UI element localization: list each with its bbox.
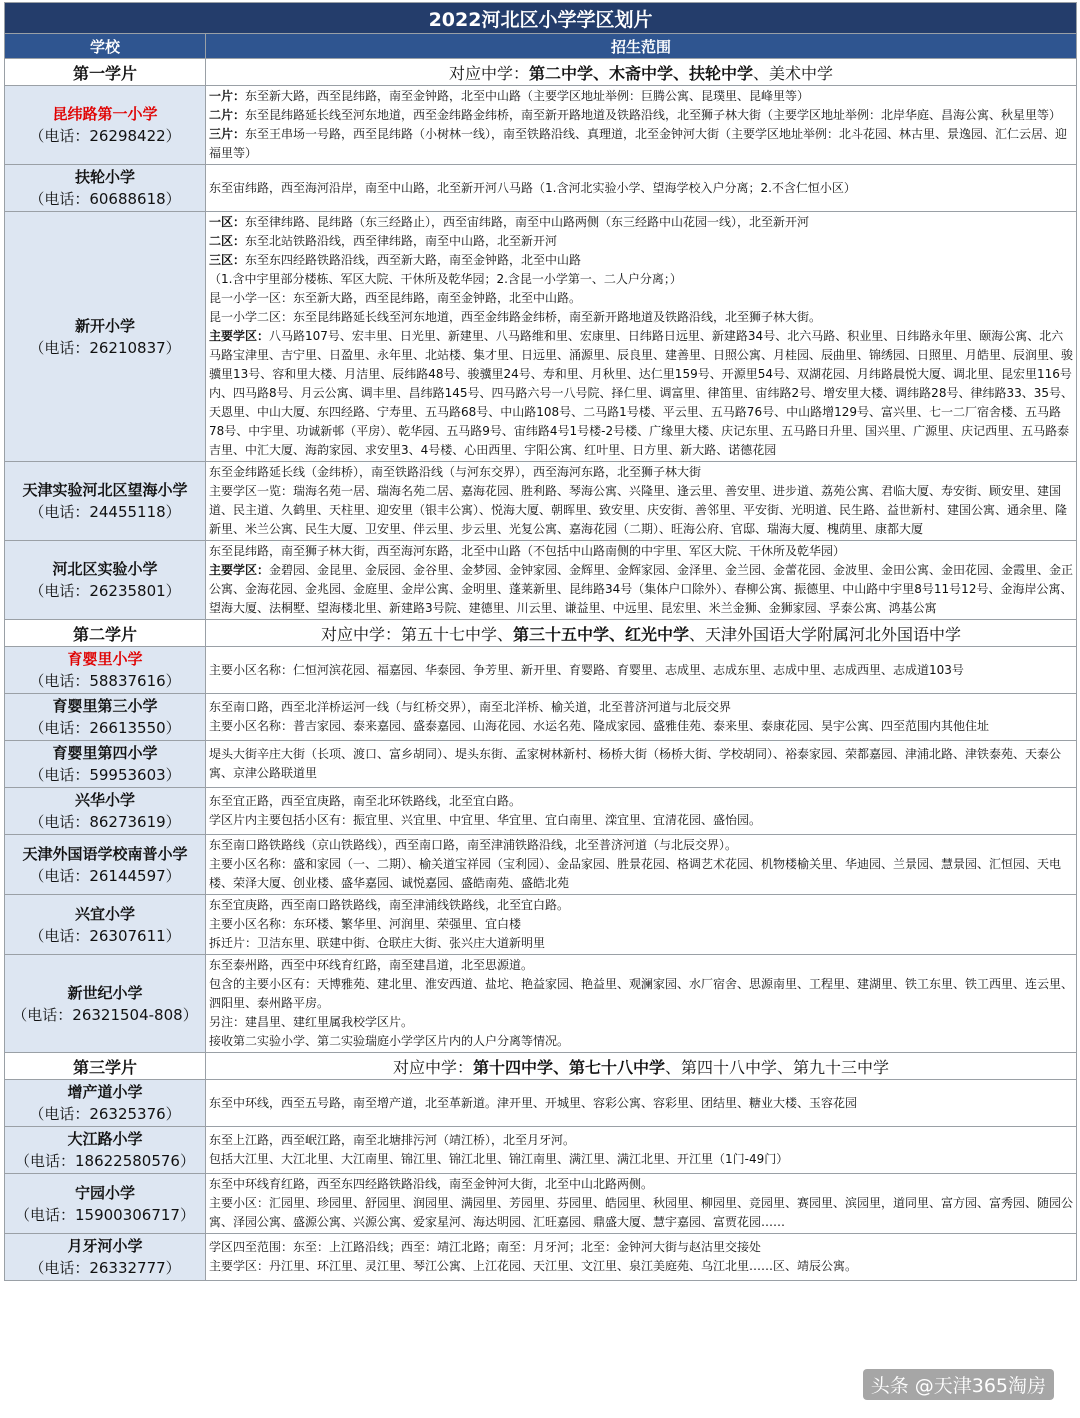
- school-name: 扶轮小学: [74, 168, 135, 186]
- scope-text: 东至王串场一号路，西至昆纬路（小树林一线），南至铁路沿线、真理道，北至金钟河大街（主要学区地址举例：北斗花园、林古里、景逸园、汇仁云居、迎福里等）: [209, 127, 1068, 160]
- school-phone: （电话：26210837）: [29, 338, 181, 357]
- school-cell: [5, 212, 206, 462]
- scope-text: 昆一小学一区：东至新大路，西至昆纬路，南至金钟路，北至中山路。: [209, 291, 582, 305]
- school-row: [5, 86, 1077, 165]
- scope-text: 昆一小学二区：东至昆纬路延长线至河东地道，西至金纬路金纬桥，南至新开路地道及铁路沿线，北至狮子林大街。: [209, 310, 822, 324]
- school-name: 兴华小学: [74, 791, 135, 809]
- scope-line: [209, 811, 1073, 830]
- header-row: [5, 34, 1077, 59]
- scope-text: （1.含中宇里部分楼栋、军区大院、干休所及乾华园；2.含昆一小学第一、二人户分离；）: [209, 272, 682, 286]
- scope-text: 东至新大路，西至昆纬路，南至金钟路，北至中山路（主要学区地址举例：巨腾公寓、昆璞里、昆峰里等）: [245, 89, 810, 103]
- scope-line: [209, 1238, 1073, 1257]
- scope-cell: [206, 1127, 1077, 1174]
- school-phone: （电话：26235801）: [29, 582, 181, 600]
- scope-line: [209, 661, 1073, 680]
- school-district-table: [4, 2, 1077, 1281]
- scope-line: [209, 956, 1073, 975]
- scope-text: 另注：建昌里、建红里属我校学区片。: [209, 1015, 414, 1029]
- school-phone: （电话：58837616）: [29, 672, 181, 690]
- scope-line: [209, 1032, 1073, 1051]
- section-row: [5, 59, 1077, 86]
- middle-school-text: 对应中学：: [392, 1057, 473, 1077]
- scope-line: [209, 1257, 1073, 1276]
- scope-text: 接收第二实验小学、第二实验瑞庭小学学区片内的人户分离等情况。: [209, 1034, 570, 1048]
- section-name: 第二学片: [5, 620, 206, 647]
- school-row: [5, 647, 1077, 694]
- school-row: [5, 541, 1077, 620]
- scope-line: [209, 1094, 1073, 1113]
- school-row: [5, 741, 1077, 788]
- scope-text: 东至宜庚路，西至南口路铁路线，南至津浦线铁路线，北至宜白路。: [209, 898, 570, 912]
- school-name: 兴宜小学: [74, 904, 135, 923]
- scope-text: 主要小区名称：盛和家园（一、二期）、榆关道宝祥园（宝利园）、金品家园、胜景花园、格调艺术花园、机物楼榆关里、华迪园、兰景园、慧景园、汇恒园、天电楼、荣泽大厦、创业楼、盛华嘉园、诚悦嘉园、盛皓南苑、盛皓北苑: [209, 857, 1062, 890]
- scope-line: [209, 975, 1073, 1013]
- school-name: 育婴里第三小学: [52, 697, 158, 715]
- scope-label: 一片：: [209, 89, 246, 103]
- scope-text: 学区四至范围：东至：上江路沿线；西至：靖江北路；南至：月牙河；北至：金钟河大街与赵沽里交接处: [209, 1240, 762, 1254]
- school-name: 增产道小学: [67, 1083, 143, 1101]
- scope-label: 主要学区：: [209, 563, 270, 577]
- middle-school-text: 、天津外国语大学附属河北外国语中学: [689, 624, 962, 644]
- school-row: [5, 1080, 1077, 1127]
- scope-line: [209, 232, 1073, 251]
- middle-school-text: 对应中学：第五十七中学、: [320, 624, 513, 644]
- section-middle-schools: [206, 59, 1077, 86]
- school-phone: （电话：26325376）: [29, 1105, 181, 1123]
- scope-text: 东至宜正路，西至宜庚路，南至北环铁路线，北至宜白路。: [209, 794, 522, 808]
- school-phone: （电话：24455118）: [29, 503, 181, 521]
- watermark: 头条 @天津365淘房: [863, 1369, 1054, 1400]
- scope-line: [209, 213, 1073, 232]
- scope-line: [209, 327, 1073, 460]
- school-phone: （电话：26332777）: [29, 1259, 181, 1277]
- school-phone: （电话：26321504-808）: [12, 1005, 198, 1024]
- school-cell: [5, 86, 206, 165]
- scope-text: 东至南口路铁路线（京山铁路线），西至南口路，南至津浦铁路沿线，北至普济河道（与北辰交界）。: [209, 838, 738, 852]
- scope-text: 金碧园、金昆里、金辰园、金谷里、金梦园、金钟家园、金辉里、金辉家园、金泽里、金兰园、金蕾花园、金波里、金田公寓、金田花园、金霞里、金正公寓、金海花园、金兆园、金庭里、金岸公寓、金明里、蓬莱新里、昆纬路34号（集体户口除外）、春柳公寓、振德里、中山路中宇里8号11号12号、金海岸公寓、望海大厦、法桐墅、望海楼北里、新建路3号院、建德里、川云里、谦益里、中远里、昆宏里、米兰金狮、金狮家园、孚泰公寓、鸿基公寓: [209, 563, 1074, 615]
- school-cell: [5, 835, 206, 895]
- school-phone: （电话：59953603）: [29, 766, 181, 784]
- scope-line: [209, 87, 1073, 106]
- scope-cell: [206, 165, 1077, 212]
- scope-text: 东至南口路，西至北洋桥运河一线（与红桥交界），南至北洋桥、榆关道，北至普济河道与北辰交界: [209, 700, 732, 714]
- scope-cell: [206, 741, 1077, 788]
- scope-line: [209, 270, 1073, 289]
- scope-line: [209, 106, 1073, 125]
- scope-cell: [206, 647, 1077, 694]
- scope-cell: [206, 1080, 1077, 1127]
- school-cell: [5, 462, 206, 541]
- section-row: [5, 1053, 1077, 1080]
- school-name: 育婴里小学: [67, 650, 143, 668]
- scope-text: 东至金纬路延长线（金纬桥），南至铁路沿线（与河东交界），西至海河东路，北至狮子林大街: [209, 465, 702, 479]
- school-phone: （电话：26307611）: [29, 926, 181, 945]
- scope-text: 东至宙纬路，西至海河沿岸，南至中山路，北至新开河八马路（1.含河北实验小学、望海学校入户分离；2.不含仁恒小区）: [209, 180, 856, 195]
- scope-label: 二片：: [209, 108, 246, 122]
- scope-text: 包括大江里、大江北里、大江南里、锦江里、锦江北里、锦江南里、满江里、满江北里、开江里（1门-49门）: [209, 1152, 789, 1166]
- scope-text: 东至昆纬路，南至狮子林大街，西至海河东路，北至中山路（不包括中山路南侧的中宇里、军区大院、干休所及乾华园）: [209, 544, 846, 558]
- school-phone: （电话：26613550）: [29, 719, 181, 737]
- scope-text: 东至北站铁路沿线，西至律纬路，南至中山路，北至新开河: [245, 234, 558, 248]
- scope-text: 主要学区：丹江里、环江里、灵江里、琴江公寓、上江花园、天江里、文江里、泉江美庭苑、乌江北里……区、靖辰公寓。: [209, 1259, 858, 1273]
- section-name: 第一学片: [5, 59, 206, 86]
- school-phone: （电话：18622580576）: [15, 1152, 195, 1170]
- school-name: 新世纪小学: [67, 983, 143, 1002]
- scope-text: 东至泰州路，西至中环线育红路，南至建昌道，北至思源道。: [209, 958, 534, 972]
- scope-line: [209, 542, 1073, 561]
- school-name: 月牙河小学: [67, 1237, 143, 1255]
- title-row: [5, 3, 1077, 34]
- scope-cell: [206, 541, 1077, 620]
- scope-label: 三片：: [209, 127, 246, 141]
- middle-school-text: 第二中学、木斋中学、扶轮中学: [529, 63, 754, 83]
- scope-line: [209, 745, 1073, 783]
- scope-cell: [206, 462, 1077, 541]
- scope-text: 包含的主要小区有：天博雅苑、建北里、淮安西道、盐坨、艳益家园、艳益里、观澜家园、水厂宿舍、思源南里、工程里、建湖里、铁工东里、铁工西里、连云里、泗阳里、泰州路平房。: [209, 977, 1074, 1010]
- section-middle-schools: [206, 1053, 1077, 1080]
- scope-line: [209, 1131, 1073, 1150]
- school-row: [5, 1234, 1077, 1281]
- school-name: 宁园小学: [74, 1183, 135, 1202]
- scope-label: 主要学区：: [209, 329, 270, 343]
- school-phone: （电话：60688618）: [29, 190, 181, 208]
- scope-line: [209, 698, 1073, 717]
- scope-text: 拆迁片：卫洁东里、联建中街、仓联庄大街、张兴庄大道新明里: [209, 936, 546, 950]
- scope-line: [209, 289, 1073, 308]
- middle-school-text: 、第四十八中学、第九十三中学: [665, 1057, 890, 1077]
- scope-line: [209, 482, 1073, 539]
- scope-text: 八马路107号、宏丰里、日光里、新建里、八马路维和里、宏康里、日纬路日远里、新建路34号、北六马路、积业里、日纬路永年里、颐海公寓、北六马路宝津里、吉宁里、日盈里、永年里、北站楼、集才里、日远里、涌源里、辰良里、建善里、日照公寓、月桂园、辰曲里、锦绣园、日照里、月皓里、辰润里、骏骥里13号、容和里大楼、月洁里、辰纬路48号、骏骥里24号、寿和里、月秋里、达仁里159号、开源里54号、双湖花园、月纬路晨悦大厦、调北里、昆宏里116号内、四马路8号、月云公寓、调丰里、昌纬路145号、四马路六号一八号院、择仁里、调富里、律笛里、宙纬路2号、增安里大楼、调纬路28号、律纬路33、35号、天恩里、中山大厦、东四经路、宁寿里、五马路68号、中山路108号、二马路1号楼、平云里、五马路76号、中山路增129号、富兴里、七一二厂宿舍楼、五马路78号、中宇里、功诚新邨（平房）、乾华园、五马路9号、宙纬路4号1号楼-2号楼、广缘里大楼、庆记东里、五马路日升里、国兴里、广源里、庆记西里、五马路泰吉里、中汇大厦、海韵家园、求安里3、4号楼、心田西里、宇阳公寓、红叶里、日方里、新大路、诺德花园: [209, 329, 1074, 457]
- scope-cell: [206, 86, 1077, 165]
- scope-text: 东至中环线育红路，西至东四经路铁路沿线，南至金钟河大街，北至中山北路两侧。: [209, 1177, 654, 1191]
- scope-label: 三区：: [209, 253, 246, 267]
- school-name: 天津外国语学校南普小学: [22, 844, 188, 863]
- scope-line: [209, 855, 1073, 893]
- scope-line: [209, 1150, 1073, 1169]
- school-cell: [5, 741, 206, 788]
- school-row: [5, 788, 1077, 835]
- scope-cell: [206, 788, 1077, 835]
- school-phone: （电话：26144597）: [29, 866, 181, 885]
- school-cell: [5, 1080, 206, 1127]
- school-cell: [5, 955, 206, 1053]
- school-cell: [5, 788, 206, 835]
- header-school: 学校: [5, 34, 206, 59]
- section-row: [5, 620, 1077, 647]
- school-name: 新开小学: [74, 316, 135, 335]
- school-cell: [5, 694, 206, 741]
- school-name: 天津实验河北区望海小学: [22, 481, 188, 499]
- scope-line: [209, 717, 1073, 736]
- scope-text: 学区片内主要包括小区有：振宜里、兴宜里、中宜里、华宜里、宜白南里、滦宜里、宜清花园、盛怡园。: [209, 813, 762, 827]
- scope-text: 主要小区名称：仁恒河滨花园、福嘉园、华泰园、争芳里、新开里、育婴路、育婴里、志成里、志成东里、志成中里、志成西里、志成道103号: [209, 662, 964, 677]
- scope-line: [209, 915, 1073, 934]
- school-row: [5, 694, 1077, 741]
- school-cell: [5, 165, 206, 212]
- scope-cell: [206, 1174, 1077, 1234]
- school-cell: [5, 1234, 206, 1281]
- school-row: [5, 462, 1077, 541]
- scope-text: 堤头大街辛庄大街（长项、渡口、富乡胡同）、堤头东街、孟家树林新村、杨桥大街（杨桥大街、学校胡同）、裕泰家园、荣都嘉园、津浦北路、津铁泰苑、天泰公寓、京津公路联道里: [209, 747, 1062, 780]
- scope-line: [209, 792, 1073, 811]
- scope-line: [209, 896, 1073, 915]
- middle-school-text: 第三十五中学、红光中学: [513, 624, 690, 644]
- school-row: [5, 212, 1077, 462]
- school-name: 河北区实验小学: [52, 560, 158, 578]
- scope-line: [209, 561, 1073, 618]
- middle-school-text: 、美术中学: [753, 63, 834, 83]
- scope-line: [209, 1175, 1073, 1194]
- school-cell: [5, 647, 206, 694]
- school-name: 昆纬路第一小学: [52, 105, 158, 123]
- scope-line: [209, 125, 1073, 163]
- scope-text: 东至上江路，西至岷江路，南至北塘排污河（靖江桥），北至月牙河。: [209, 1133, 576, 1147]
- scope-line: [209, 463, 1073, 482]
- school-row: [5, 955, 1077, 1053]
- middle-school-text: 对应中学：: [448, 63, 529, 83]
- scope-line: [209, 179, 1073, 198]
- header-scope: 招生范围: [206, 34, 1077, 59]
- scope-line: [209, 934, 1073, 953]
- school-row: [5, 1174, 1077, 1234]
- scope-cell: [206, 955, 1077, 1053]
- section-middle-schools: [206, 620, 1077, 647]
- school-row: [5, 1127, 1077, 1174]
- school-phone: （电话：26298422）: [29, 127, 181, 145]
- scope-text: 主要小区名称：东环楼、繁华里、河润里、荣强里、宜白楼: [209, 917, 522, 931]
- middle-school-text: 第十四中学、第七十八中学: [473, 1057, 666, 1077]
- scope-line: [209, 836, 1073, 855]
- school-cell: [5, 1174, 206, 1234]
- scope-label: 一区：: [209, 215, 246, 229]
- school-cell: [5, 541, 206, 620]
- school-cell: [5, 1127, 206, 1174]
- school-row: [5, 835, 1077, 895]
- school-phone: （电话：86273619）: [29, 813, 181, 831]
- page-title: 2022河北区小学学区划片: [5, 3, 1077, 34]
- scope-text: 主要学区一览：瑞海名苑一居、瑞海名苑二居、嘉海花园、胜利路、琴海公寓、兴隆里、逢云里、善安里、进步道、荔苑公寓、君临大厦、寿安街、顾安里、建国道、民主道、久鹤里、天柱里、迎安里（银丰公寓）、悦海大厦、朝晖里、致安里、庆安街、善邻里、平安街、光明道、民生路、益世新村、建国公寓、通余里、隆新里、米兰公寓、民生大厦、卫安里、伴云里、步云里、光复公寓、嘉海花园（二期）、旺海公府、官邸、瑞海大厦、槐荫里、康都大厦: [209, 484, 1068, 536]
- scope-line: [209, 1194, 1073, 1232]
- scope-text: 东至律纬路、昆纬路（东三经路止），西至宙纬路，南至中山路两侧（东三经路中山花园一线），北至新开河: [245, 215, 810, 229]
- scope-text: 主要小区名称：普吉家园、泰来嘉园、盛泰嘉园、山海花园、水运名苑、隆成家园、盛雅佳苑、泰来里、泰康花园、昊宇公寓、四至范围内其他住址: [209, 719, 990, 733]
- scope-text: 东至中环线，西至五号路，南至增产道，北至革新道。津开里、开城里、容彩公寓、容彩里、团结里、糖业大楼、玉容花园: [209, 1095, 858, 1110]
- scope-cell: [206, 895, 1077, 955]
- school-cell: [5, 895, 206, 955]
- scope-line: [209, 1013, 1073, 1032]
- scope-label: 二区：: [209, 234, 246, 248]
- scope-text: 东至昆纬路延长线至河东地道，西至金纬路金纬桥，南至新开路地道及铁路沿线，北至狮子林大街（主要学区地址举例：北岸华庭、昌海公寓、秋星里等）: [245, 108, 1062, 122]
- scope-line: [209, 308, 1073, 327]
- school-name: 大江路小学: [67, 1130, 143, 1148]
- school-phone: （电话：15900306717）: [15, 1205, 195, 1224]
- scope-cell: [206, 694, 1077, 741]
- school-name: 育婴里第四小学: [52, 744, 158, 762]
- scope-text: 东至东四经路铁路沿线，西至新大路，南至金钟路，北至中山路: [245, 253, 582, 267]
- school-row: [5, 165, 1077, 212]
- school-row: [5, 895, 1077, 955]
- scope-line: [209, 251, 1073, 270]
- scope-cell: [206, 835, 1077, 895]
- section-name: 第三学片: [5, 1053, 206, 1080]
- scope-cell: [206, 212, 1077, 462]
- scope-text: 主要小区：汇园里、珍园里、舒园里、润园里、满园里、芳园里、芬园里、皓园里、秋园里、柳园里、竞园里、赛园里、滨园里，道同里、富方园、富秀园、随园公寓、泽园公寓、盛源公寓、兴源公寓、爱家星河、海达明园、汇旺嘉园、鼎盛大厦、慧宇嘉园、富贾花园……: [209, 1196, 1074, 1229]
- scope-cell: [206, 1234, 1077, 1281]
